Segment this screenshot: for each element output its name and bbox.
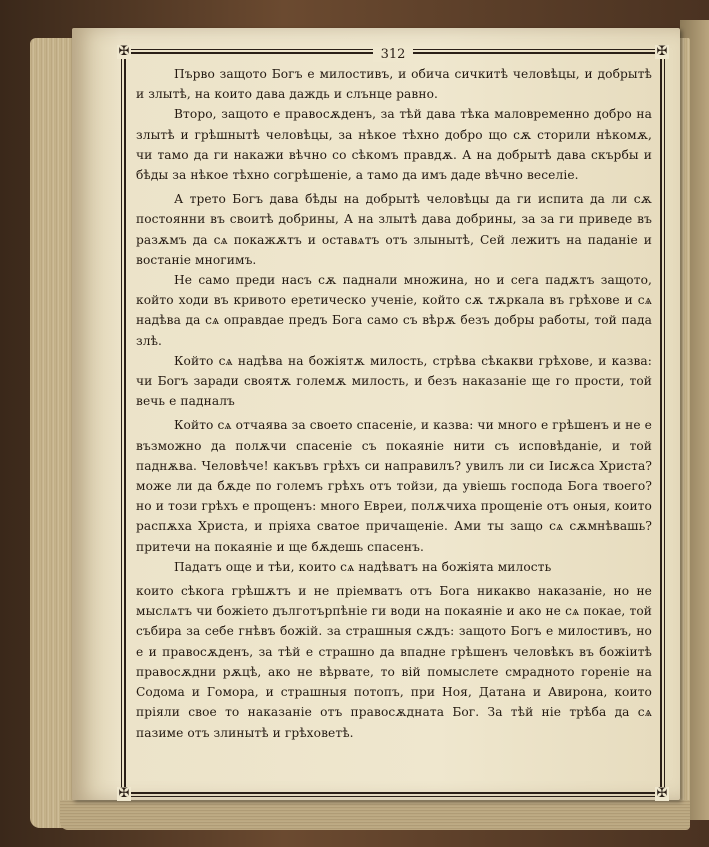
page-number: 312 [373, 47, 414, 62]
body-text [136, 64, 652, 743]
book-page [72, 28, 680, 800]
paragraph-8: които сѣкога грѣшѫтъ и не пріемватъ отъ Бога никакво наказаніе, но не мыслѧтъ чи божіето дълготърпѣніе ги води на покаяніе и ако не сѧ покае, той събира за себе гнѣвъ божій. за страшныя сѫдъ: защото Богъ е милостивъ, но е и правосѫденъ, за тѣй е страшно да впадне грѣшенъ человѣкъ въ божіитѣ правосѫдни рѫцѣ, ако не вѣрвате, то вій помыслете смрадното гореніе на Содома и Гомора, и страшныя потопъ, при Ноя, Датана и Авирона, които пріяли свое то наказаніе отъ правосѫдната Бог. За тѣй ніе трѣба да сѧ пазиме отъ злинытѣ и грѣховетѣ. [136, 584, 652, 740]
paragraph-1: Първо защото Богъ е милостивъ, и обича сичкитѣ человѣцы, и добрытѣ и злытѣ, на които дава даждь и слънце равно. [136, 67, 652, 102]
corner-ornament-icon: ✠ [118, 44, 130, 59]
page-block-bottom [60, 800, 690, 830]
text-frame [118, 44, 668, 801]
paragraph-3: А трето Богъ дава бѣды на добрытѣ человѣцы да ги испита да ли сѫ постоянни въ своитѣ добрины, А на злытѣ дава добрины, за за ги приведе въ разѫмъ да сѧ покажѫтъ и оставѧтъ отъ злынытѣ, Сей лежитъ на паданіе и востаніе многимъ. [136, 192, 652, 267]
paragraph-7: Падатъ още и тѣи, които сѧ надѣватъ на божіята милость [174, 559, 552, 574]
paragraph-6: Който сѧ отчаява за своето спасеніе, и казва: чи много е грѣшенъ и не е възможно да полѫчи спасеніе съ покаяніе нити съ исповѣданіе, и той паднѫва. Человѣче! какъвъ грѣхъ си направилъ? увилъ ли си Іисѫса Христа? може ли да бѫде по големъ грѣхъ отъ тойзи, да увіешь господа Бога твоего? но и този грѣхъ е прощенъ: много Евреи, полѫчиха прощеніе отъ оныя, които распѫха Христа, и пріяха сватое причащеніе. Ами ты защо сѧ сѫмнѣвашь? притечи на покаяніе и ще бѫдешь спасенъ. [136, 418, 652, 554]
corner-ornament-icon: ✠ [656, 44, 668, 59]
corner-ornament-icon: ✠ [656, 786, 668, 801]
corner-ornament-icon: ✠ [118, 786, 130, 801]
page-number-wrap [126, 43, 660, 62]
paragraph-4: Не само преди насъ сѫ паднали множина, но и сега падѫтъ защото, който ходи въ кривото еретическо ученіе, който сѫ тѫркала въ грѣхове и сѧ надѣва да сѧ оправдае предъ Бога само съ вѣрѫ безъ добры работы, той пада злѣ. [136, 273, 652, 348]
paragraph-5: Който сѧ надѣва на божіятѫ милость, стрѣва сѣкакви грѣхове, и казва: чи Богъ заради своятѫ големѫ милость, и безъ наказаніе ще го прости, той вечь е падналъ [136, 353, 652, 409]
paragraph-2: Второ, защото е правосѫденъ, за тѣй дава тѣка маловременно добро на злытѣ и грѣшнытѣ человѣцы, за нѣкое тѣхно добро що сѫ сторили нѣкомѫ, чи тамо да ги накажи вѣчно со сѣкомъ правдѫ. А на добрытѣ дава скърбы и бѣды за нѣкое тѣхно согрѣшеніе, а тамо да имъ даде вѣчно веселіе. [136, 107, 652, 183]
